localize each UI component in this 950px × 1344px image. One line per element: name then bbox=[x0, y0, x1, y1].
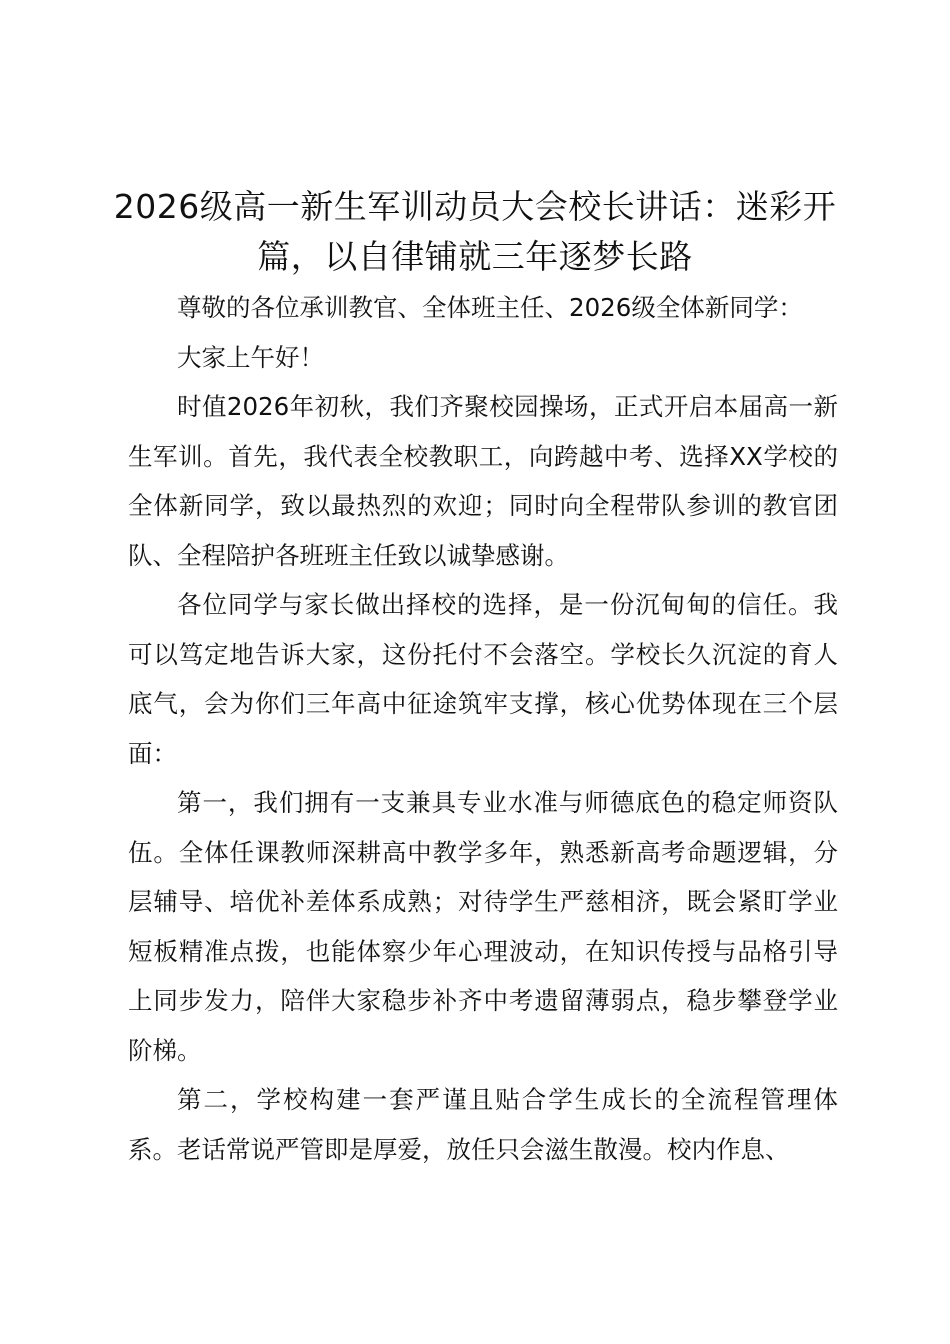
salutation-paragraph: 尊敬的各位承训教官、全体班主任、2026级全体新同学： bbox=[177, 293, 803, 322]
body-paragraph: 第二，学校构建一套严谨且贴合学生成长的全流程管理体系。老话常说严管即是厚爱，放任只会滋生散漫。校内作息、 bbox=[128, 1085, 838, 1164]
document-body bbox=[128, 283, 838, 1174]
body-paragraph: 第一，我们拥有一支兼具专业水准与师德底色的稳定师资队伍。全体任课教师深耕高中教学多年，熟悉新高考命题逻辑，分层辅导、培优补差体系成熟；对待学生严慈相济，既会紧盯学业短板精准点拨，也能体察少年心理波动，在知识传授与品格引导上同步发力，陪伴大家稳步补齐中考遗留薄弱点，稳步攀登学业阶梯。 bbox=[128, 788, 838, 1065]
body-paragraph: 各位同学与家长做出择校的选择，是一份沉甸甸的信任。我可以笃定地告诉大家，这份托付不会落空。学校长久沉淀的育人底气，会为你们三年高中征途筑牢支撑，核心优势体现在三个层面： bbox=[128, 590, 838, 768]
document-title: 2026级高一新生军训动员大会校长讲话：迷彩开篇，以自律铺就三年逐梦长路 bbox=[113, 187, 837, 276]
greeting-paragraph: 大家上午好！ bbox=[177, 342, 324, 372]
body-paragraph: 时值2026年初秋，我们齐聚校园操场，正式开启本届高一新生军训。首先，我代表全校教职工，向跨越中考、选择XX学校的全体新同学，致以最热烈的欢迎；同时向全程带队参训的教官团队、全程陪护各班班主任致以诚挚感谢。 bbox=[128, 392, 838, 570]
